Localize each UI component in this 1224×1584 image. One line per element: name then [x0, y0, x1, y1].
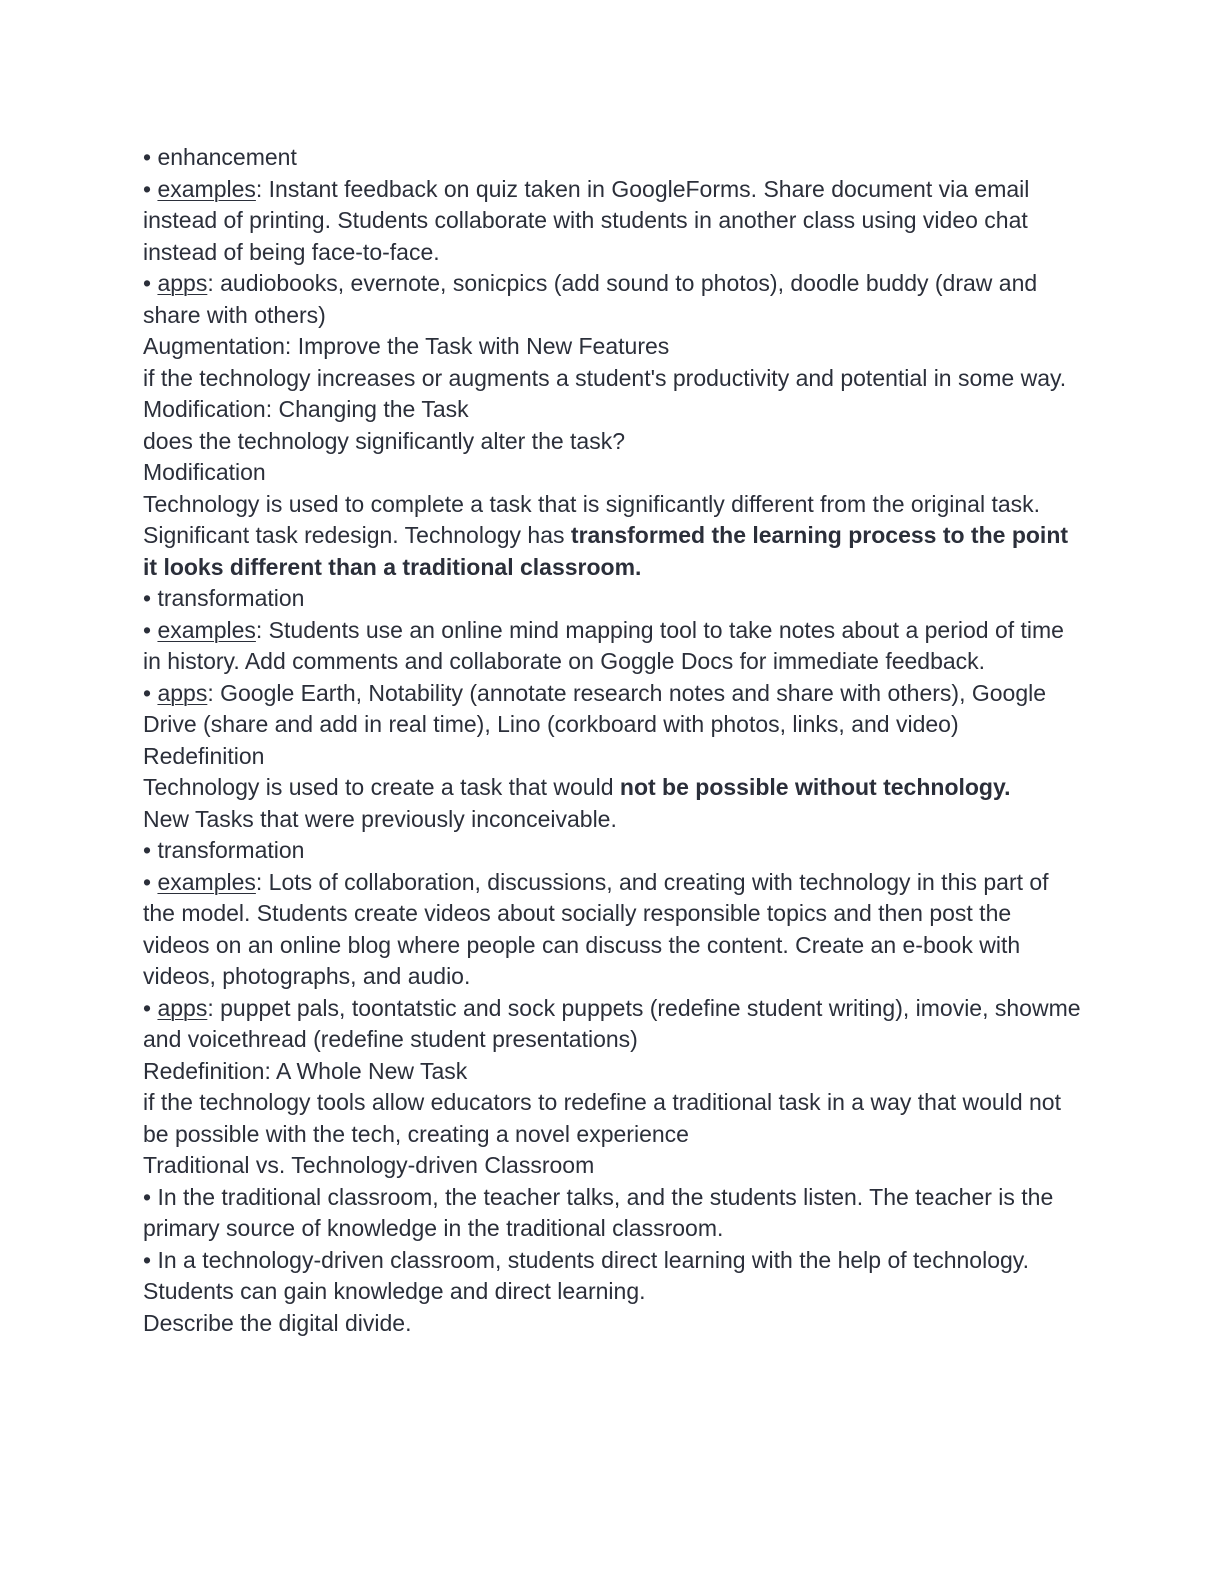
bullet-enhancement [143, 142, 1083, 174]
bullet-glyph: • [143, 144, 152, 170]
bullet-transformation-2 [143, 835, 1083, 867]
bullet-text: In the traditional classroom, the teacher talks, and the students listen. The teacher is the primary source of knowledge in the traditional classroom. [143, 1183, 1054, 1241]
bullet-examples-redefinition [143, 867, 1083, 993]
bullet-text: enhancement [157, 144, 297, 170]
definition-modification: does the technology significantly alter the task? [143, 427, 626, 454]
document-body [143, 142, 1083, 1339]
bullet-glyph: • [143, 585, 152, 611]
bullet-tech-classroom [143, 1245, 1083, 1308]
bullet-text: : audiobooks, evernote, sonicpics (add sound to photos), doodle buddy (draw and share with others) [143, 270, 1038, 328]
term-examples: examples [157, 868, 256, 895]
bullet-text: : puppet pals, toontatstic and sock puppets (redefine student writing), imovie, showme and voicethread (redefine student presentations) [143, 994, 1081, 1052]
bullet-apps-enhancement [143, 268, 1083, 331]
description-redefinition [143, 772, 1083, 804]
bold-text: not be possible without technology. [619, 774, 1011, 800]
bullet-text: : Students use an online mind mapping tool to take notes about a period of time in history. Add comments and collaborate on Goggle Docs for immediate feedback. [143, 616, 1064, 674]
heading-traditional-vs-tech: Traditional vs. Technology-driven Classroom [143, 1152, 595, 1178]
term-examples: examples [157, 616, 256, 643]
bullet-apps-redefinition [143, 993, 1083, 1056]
bullet-text: In a technology-driven classroom, students direct learning with the help of technology. Students can gain knowledge and direct learning. [143, 1246, 1029, 1304]
body-text: Technology is used to create a task that would [143, 774, 620, 800]
bullet-text: : Google Earth, Notability (annotate research notes and share with others), Google Drive (share and add in real time), Lino (corkboard with photos, links, and video) [143, 679, 1047, 737]
heading-augmentation: Augmentation: Improve the Task with New Features [143, 333, 670, 359]
term-apps: apps [157, 270, 208, 296]
bullet-glyph: • [143, 616, 152, 643]
bullet-text: transformation [157, 585, 305, 611]
body-text: Technology is used to complete a task that is significantly different from the original task. Significant task redesign. Technology has [143, 490, 1041, 548]
heading-redefinition-whole: Redefinition: A Whole New Task [143, 1057, 468, 1084]
bullet-glyph: • [143, 1183, 152, 1210]
bullet-glyph: • [143, 1246, 152, 1273]
bullet-text: transformation [157, 837, 305, 863]
bold-text: transformed the learning process to the point it looks different than a traditional classroom. [143, 522, 1069, 580]
subtext-redefinition: New Tasks that were previously inconceivable. [143, 805, 617, 832]
description-modification [143, 489, 1083, 584]
bullet-glyph: • [143, 868, 152, 895]
term-apps: apps [157, 994, 208, 1021]
bullet-glyph: • [143, 175, 152, 202]
bullet-glyph: • [143, 994, 152, 1021]
question-digital-divide: Describe the digital divide. [143, 1309, 412, 1336]
bullet-glyph: • [143, 837, 152, 863]
bullet-examples-modification [143, 615, 1083, 678]
bullet-apps-modification [143, 678, 1083, 741]
term-examples: examples [157, 175, 256, 202]
bullet-text: : Lots of collaboration, discussions, and creating with technology in this part of the model. Students create videos about socially responsible topics and then post the videos on an online blog where people can discuss the content. Create an e-book with videos, photographs, and audio. [143, 868, 1049, 989]
term-apps: apps [157, 679, 208, 706]
definition-redefinition: if the technology tools allow educators to redefine a traditional task in a way that would not be possible with the tech, creating a novel experience [143, 1089, 1061, 1147]
definition-augmentation: if the technology increases or augments a student's productivity and potential in some way. [143, 364, 1067, 391]
heading-redefinition: Redefinition [143, 742, 265, 769]
heading-modification-changing: Modification: Changing the Task [143, 396, 469, 422]
bullet-glyph: • [143, 679, 152, 706]
bullet-examples-enhancement [143, 174, 1083, 269]
heading-modification: Modification [143, 459, 266, 485]
bullet-glyph: • [143, 270, 152, 296]
bullet-transformation-1 [143, 583, 1083, 615]
bullet-text: : Instant feedback on quiz taken in GoogleForms. Share document via email instead of printing. Students collaborate with students in another class using video chat instead of being face-to-face. [143, 175, 1030, 265]
bullet-traditional-classroom [143, 1182, 1083, 1245]
